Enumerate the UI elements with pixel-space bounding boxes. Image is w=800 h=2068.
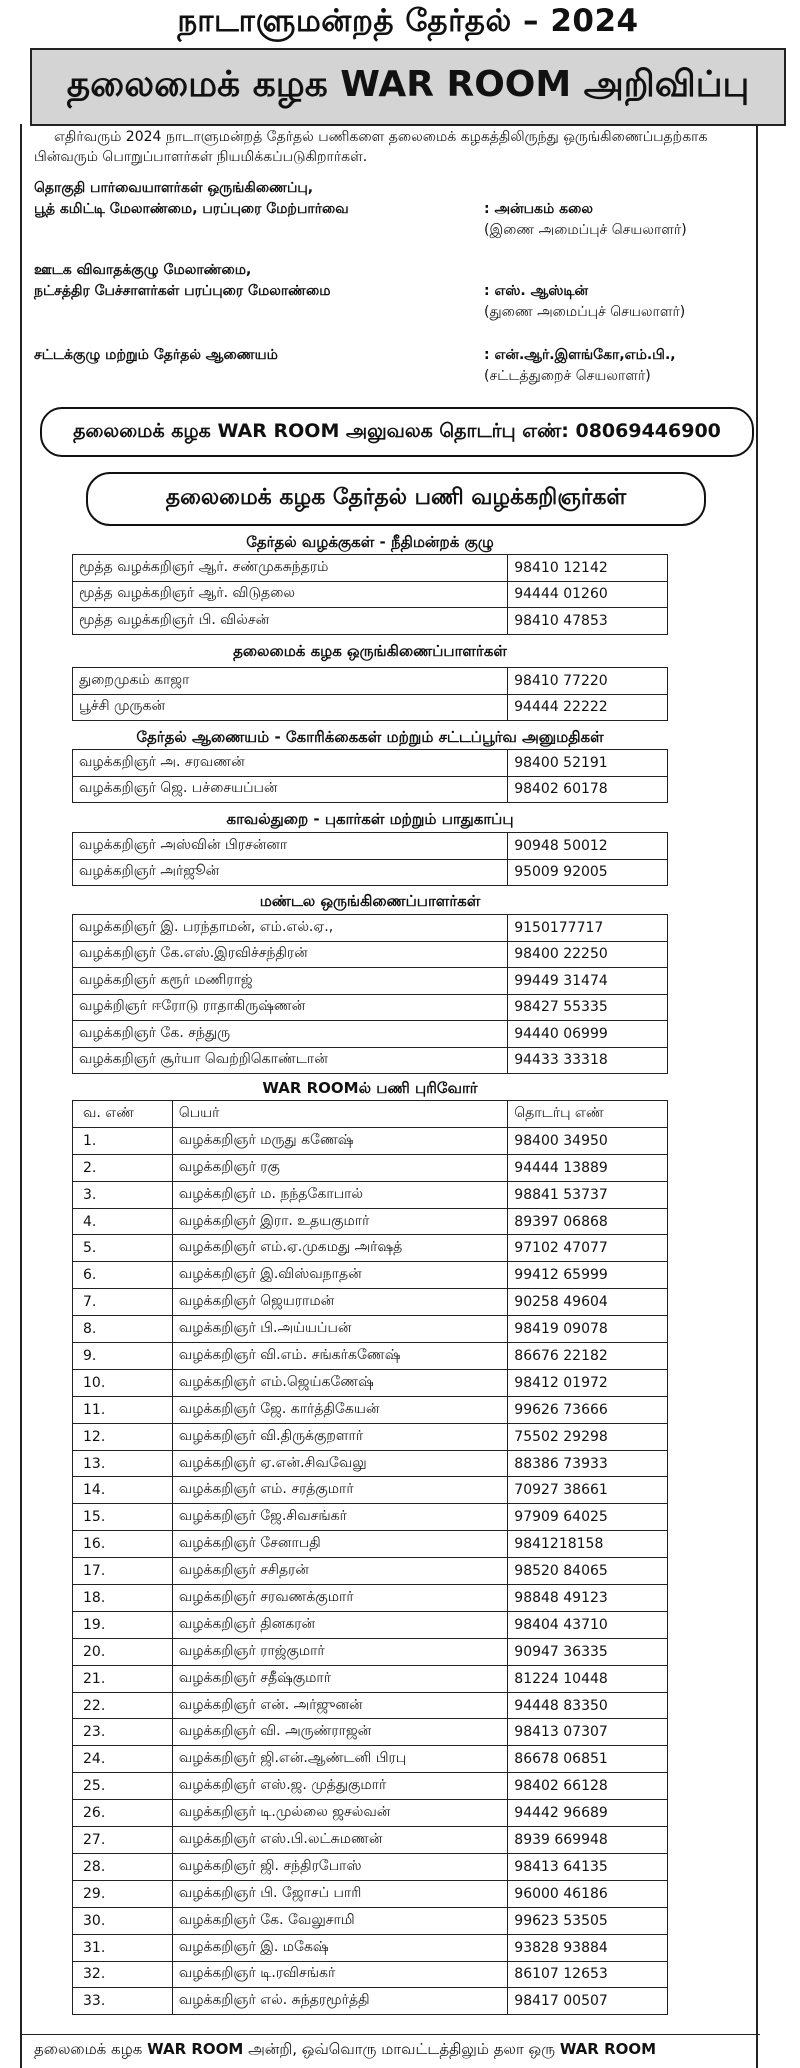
section-heading-election-commission: தேர்தல் ஆணையம் - கோரிக்கைகள் மற்றும் சட்டப்பூர்வ அனுமதிகள் xyxy=(136,728,604,746)
team-cell-num: 3. xyxy=(73,1181,173,1208)
team-cell-phone: 96000 46186 xyxy=(508,1880,668,1907)
war-room-banner: தலைமைக் கழக WAR ROOM அறிவிப்பு xyxy=(30,48,786,126)
table-row xyxy=(73,1262,668,1289)
table-row: வழக்கறிஞர் சூர்யா வெற்றிகொண்டான் 94433 33318 xyxy=(73,1047,668,1074)
team-cell-phone: 86676 22182 xyxy=(508,1343,668,1370)
team-cell-name: வழக்கறிஞர் ரகு xyxy=(172,1154,507,1181)
table-row: வழக்கறிஞர் கரூர் மணிராஜ் 99449 31474 xyxy=(73,968,668,995)
team-cell-num: 28. xyxy=(73,1853,173,1880)
table-row xyxy=(73,1827,668,1854)
team-cell-phone: 98412 01972 xyxy=(508,1369,668,1396)
team-cell-num: 17. xyxy=(73,1558,173,1585)
assignment-3 xyxy=(34,345,764,395)
team-cell-name: வழக்கறிஞர் ஜெயராமன் xyxy=(172,1289,507,1316)
team-cell-num: 14. xyxy=(73,1477,173,1504)
team-cell-phone: 86107 12653 xyxy=(508,1961,668,1988)
footer-note: தலைமைக் கழக WAR ROOM அன்றி, ஒவ்வொரு மாவட்டத்திலும் தலா ஒரு WAR ROOM xyxy=(34,2040,657,2058)
team-cell-phone: 70927 38661 xyxy=(508,1477,668,1504)
team-cell-phone: 94448 83350 xyxy=(508,1692,668,1719)
table-row xyxy=(73,1289,668,1316)
team-cell-num: 8. xyxy=(73,1316,173,1343)
team-cell-name: வழக்கறிஞர் ஏ.என்.சிவவேலு xyxy=(172,1450,507,1477)
notice-page xyxy=(20,0,796,126)
team-cell-num: 25. xyxy=(73,1773,173,1800)
team-cell-name: வழக்கறிஞர் ம. நந்தகோபால் xyxy=(172,1181,507,1208)
intro-paragraph: எதிர்வரும் 2024 நாடாளுமன்றத் தேர்தல் பணிகளை தலைமைக் கழகத்திலிருந்து ஒருங்கிணைப்பதற்காக பின்வரும் பொறுப்பாளர்கள் நியமிக்கப்படுகிறார்கள். xyxy=(34,129,708,165)
page-title: நாடாளுமன்றத் தேர்தல் – 2024 xyxy=(177,3,639,39)
team-cell-num: 1. xyxy=(73,1127,173,1154)
table-row: வழக்கறிஞர் அ. சரவணன் 98400 52191 xyxy=(73,750,668,777)
table-row xyxy=(73,1961,668,1988)
assignment-duty: சட்டக்குழு மற்றும் தேர்தல் ஆணையம் xyxy=(34,347,278,363)
table-row xyxy=(73,1638,668,1665)
table-row: வழக்கறிஞர் இ. பரந்தாமன், எம்.எல்.ஏ., 9150177717 xyxy=(73,915,668,942)
table-row: மூத்த வழக்கறிஞர் ஆர். விடுதலை 94444 01260 xyxy=(73,581,668,608)
table-row xyxy=(73,1611,668,1638)
team-cell-name: வழக்கறிஞர் வி. அருண்ராஜன் xyxy=(172,1719,507,1746)
team-cell-num: 12. xyxy=(73,1423,173,1450)
team-cell-num: 27. xyxy=(73,1827,173,1854)
adjacent-column-strip xyxy=(0,0,14,2068)
team-cell-phone: 81224 10448 xyxy=(508,1665,668,1692)
column-header-number: வ. எண் xyxy=(73,1101,173,1128)
table-row xyxy=(73,1423,668,1450)
team-cell-phone: 90947 36335 xyxy=(508,1638,668,1665)
team-cell-num: 22. xyxy=(73,1692,173,1719)
team-cell-name: வழக்கறிஞர் எம்.ஜெய்கணேஷ் xyxy=(172,1369,507,1396)
table-row xyxy=(73,1934,668,1961)
team-cell-name: வழக்கறிஞர் பி.அய்யப்பன் xyxy=(172,1316,507,1343)
team-cell-num: 9. xyxy=(73,1343,173,1370)
team-cell-name: வழக்கறிஞர் எம். சரத்குமார் xyxy=(172,1477,507,1504)
team-cell-name: வழக்கறிஞர் டி.ரவிசங்கர் xyxy=(172,1961,507,1988)
table-row: வழக்கறிஞர் ஜெ. பச்சையப்பன் 98402 60178 xyxy=(73,776,668,803)
team-cell-num: 2. xyxy=(73,1154,173,1181)
police-table xyxy=(72,832,668,886)
team-cell-name: வழக்கறிஞர் எஸ்.ஜ. முத்துகுமார் xyxy=(172,1773,507,1800)
table-row xyxy=(73,1154,668,1181)
team-cell-name: வழக்கறிஞர் எல். சுந்தரமூர்த்தி xyxy=(172,1988,507,2015)
team-cell-name: வழக்கறிஞர் மருது கணேஷ் xyxy=(172,1127,507,1154)
section-heading-police: காவல்துறை - புகார்கள் மற்றும் பாதுகாப்பு xyxy=(226,810,514,828)
table-row xyxy=(73,1235,668,1262)
team-cell-num: 31. xyxy=(73,1934,173,1961)
assignment-person: : அன்பகம் கலை (இணை அமைப்புச் செயலாளர்) xyxy=(484,201,687,238)
team-cell-phone: 98848 49123 xyxy=(508,1585,668,1612)
table-row: வழக்கறிஞர் கே. சந்துரு 94440 06999 xyxy=(73,1021,668,1048)
team-cell-num: 10. xyxy=(73,1369,173,1396)
team-cell-phone: 75502 29298 xyxy=(508,1423,668,1450)
team-cell-phone: 97102 47077 xyxy=(508,1235,668,1262)
table-row xyxy=(73,1800,668,1827)
war-room-team-table xyxy=(72,1100,668,2015)
table-header-row xyxy=(73,1101,668,1128)
court-committee-table xyxy=(72,554,668,635)
team-cell-name: வழக்கறிஞர் வி.எம். சங்கர்கணேஷ் xyxy=(172,1343,507,1370)
team-cell-num: 7. xyxy=(73,1289,173,1316)
team-cell-name: வழக்கறிஞர் சதீஷ்குமார் xyxy=(172,1665,507,1692)
team-cell-phone: 98400 34950 xyxy=(508,1127,668,1154)
table-row xyxy=(73,1477,668,1504)
team-cell-num: 16. xyxy=(73,1531,173,1558)
team-cell-num: 24. xyxy=(73,1746,173,1773)
table-row: மூத்த வழக்கறிஞர் ஆர். சண்முகசுந்தரம் 98410 12142 xyxy=(73,555,668,582)
table-row xyxy=(73,1880,668,1907)
team-cell-num: 4. xyxy=(73,1208,173,1235)
assignment-2 xyxy=(34,260,764,344)
table-row xyxy=(73,1665,668,1692)
assignment-duty: தொகுதி பார்வையாளர்கள் ஒருங்கிணைப்பு, பூத் கமிட்டி மேலாண்மை, பரப்புரை மேற்பார்வை xyxy=(34,180,349,217)
table-row xyxy=(73,1585,668,1612)
team-cell-name: வழக்கறிஞர் எஸ்.பி.லட்சுமணன் xyxy=(172,1827,507,1854)
team-cell-phone: 98417 00507 xyxy=(508,1988,668,2015)
team-cell-num: 30. xyxy=(73,1907,173,1934)
table-row: பூச்சி முருகன் 94444 22222 xyxy=(73,694,668,721)
table-row: வழக்கறிஞர் அர்ஜூன் 95009 92005 xyxy=(73,859,668,886)
team-cell-name: வழக்கறிஞர் என். அர்ஜுனன் xyxy=(172,1692,507,1719)
team-cell-name: வழக்கறிஞர் ஜி.என்.ஆண்டனி பிரபு xyxy=(172,1746,507,1773)
assignment-1 xyxy=(34,178,764,262)
table-row xyxy=(73,1531,668,1558)
team-cell-phone: 98520 84065 xyxy=(508,1558,668,1585)
team-cell-num: 19. xyxy=(73,1611,173,1638)
team-cell-name: வழக்கறிஞர் எம்.ஏ.முகமது அர்ஷத் xyxy=(172,1235,507,1262)
team-cell-name: வழக்கறிஞர் வி.திருக்குறளார் xyxy=(172,1423,507,1450)
team-cell-phone: 8939 669948 xyxy=(508,1827,668,1854)
column-header-phone: தொடர்பு எண் xyxy=(508,1101,668,1128)
table-row xyxy=(73,1746,668,1773)
team-cell-phone: 94444 13889 xyxy=(508,1154,668,1181)
table-row xyxy=(73,1396,668,1423)
team-cell-num: 26. xyxy=(73,1800,173,1827)
team-cell-name: வழக்கறிஞர் ஜே.சிவசங்கர் xyxy=(172,1504,507,1531)
team-cell-phone: 98404 43710 xyxy=(508,1611,668,1638)
table-row xyxy=(73,1369,668,1396)
section-heading-zonal: மண்டல ஒருங்கிணைப்பாளர்கள் xyxy=(259,892,481,910)
team-cell-phone: 98402 66128 xyxy=(508,1773,668,1800)
team-cell-name: வழக்கறிஞர் பி. ஜோசப் பாரி xyxy=(172,1880,507,1907)
table-row: வழக்கறிஞர் அஸ்வின் பிரசன்னா 90948 50012 xyxy=(73,833,668,860)
table-row xyxy=(73,1316,668,1343)
table-row xyxy=(73,1181,668,1208)
team-cell-num: 33. xyxy=(73,1988,173,2015)
table-row xyxy=(73,1343,668,1370)
assignment-person: : என்.ஆர்.இளங்கோ,எம்.பி., (சட்டத்துறைச் செயலாளர்) xyxy=(484,347,676,384)
team-cell-phone: 98413 64135 xyxy=(508,1853,668,1880)
team-cell-phone: 98841 53737 xyxy=(508,1181,668,1208)
team-cell-num: 21. xyxy=(73,1665,173,1692)
team-cell-name: வழக்கறிஞர் இ.விஸ்வநாதன் xyxy=(172,1262,507,1289)
team-cell-name: வழக்கறிஞர் ராஜ்குமார் xyxy=(172,1638,507,1665)
assignment-duty: ஊடக விவாதக்குழு மேலாண்மை, நட்சத்திர பேச்சாளர்கள் பரப்புரை மேலாண்மை xyxy=(34,262,331,299)
footer-divider xyxy=(20,2034,760,2035)
team-cell-name: வழக்கறிஞர் இரா. உதயகுமார் xyxy=(172,1208,507,1235)
team-cell-phone: 93828 93884 xyxy=(508,1934,668,1961)
team-cell-name: வழக்கறிஞர் தினகரன் xyxy=(172,1611,507,1638)
team-cell-phone: 94442 96689 xyxy=(508,1800,668,1827)
team-cell-phone: 90258 49604 xyxy=(508,1289,668,1316)
team-cell-name: வழக்கறிஞர் இ. மகேஷ் xyxy=(172,1934,507,1961)
table-row xyxy=(73,1907,668,1934)
team-cell-num: 32. xyxy=(73,1961,173,1988)
team-cell-num: 5. xyxy=(73,1235,173,1262)
team-cell-num: 11. xyxy=(73,1396,173,1423)
team-cell-num: 29. xyxy=(73,1880,173,1907)
zonal-coordinators-table xyxy=(72,914,668,1074)
team-cell-num: 15. xyxy=(73,1504,173,1531)
section-heading-war-room-team: WAR ROOMல் பணி புரிவோர் xyxy=(262,1079,478,1097)
table-row: வழக்கறிஞர் கே.எஸ்.இரவிச்சந்திரன் 98400 22250 xyxy=(73,941,668,968)
team-cell-phone: 9841218158 xyxy=(508,1531,668,1558)
table-row xyxy=(73,1853,668,1880)
team-cell-phone: 99412 65999 xyxy=(508,1262,668,1289)
team-cell-name: வழக்கறிஞர் கே. வேலுசாமி xyxy=(172,1907,507,1934)
team-cell-phone: 89397 06868 xyxy=(508,1208,668,1235)
table-row xyxy=(73,1127,668,1154)
table-row xyxy=(73,1558,668,1585)
war-room-contact-number: தலைமைக் கழக WAR ROOM அலுவலக தொடர்பு எண்: 08069446900 xyxy=(40,407,754,457)
team-cell-name: வழக்கறிஞர் சசிதரன் xyxy=(172,1558,507,1585)
team-cell-phone: 98419 09078 xyxy=(508,1316,668,1343)
assignment-person: : எஸ். ஆஸ்டின் (துணை அமைப்புச் செயலாளர்) xyxy=(484,283,686,320)
coordinators-table xyxy=(72,667,668,721)
team-cell-phone: 88386 73933 xyxy=(508,1450,668,1477)
team-cell-num: 23. xyxy=(73,1719,173,1746)
team-cell-phone: 99623 53505 xyxy=(508,1907,668,1934)
team-cell-num: 13. xyxy=(73,1450,173,1477)
election-commission-table xyxy=(72,749,668,803)
column-header-name: பெயர் xyxy=(172,1101,507,1128)
section-heading-court: தேர்தல் வழக்குகள் - நீதிமன்றக் குழு xyxy=(246,533,494,551)
table-row xyxy=(73,1719,668,1746)
table-row: துறைமுகம் காஜா 98410 77220 xyxy=(73,668,668,695)
table-row xyxy=(73,1504,668,1531)
table-row xyxy=(73,1988,668,2015)
table-row xyxy=(73,1208,668,1235)
team-cell-num: 6. xyxy=(73,1262,173,1289)
team-cell-name: வழக்கறிஞர் ஜே. கார்த்திகேயன் xyxy=(172,1396,507,1423)
team-cell-name: வழக்கறிஞர் சரவணக்குமார் xyxy=(172,1585,507,1612)
team-cell-phone: 86678 06851 xyxy=(508,1746,668,1773)
team-cell-phone: 98413 07307 xyxy=(508,1719,668,1746)
table-row xyxy=(73,1692,668,1719)
team-cell-name: வழக்கறிஞர் டி.முல்லை ஜசல்வன் xyxy=(172,1800,507,1827)
lawyers-panel-title: தலைமைக் கழக தேர்தல் பணி வழக்கறிஞர்கள் xyxy=(86,472,706,526)
team-cell-name: வழக்கறிஞர் சேனாபதி xyxy=(172,1531,507,1558)
team-cell-phone: 99626 73666 xyxy=(508,1396,668,1423)
table-row xyxy=(73,1450,668,1477)
team-cell-num: 20. xyxy=(73,1638,173,1665)
table-row: மூத்த வழக்கறிஞர் பி. வில்சன் 98410 47853 xyxy=(73,608,668,635)
team-cell-phone: 97909 64025 xyxy=(508,1504,668,1531)
section-heading-coordinators: தலைமைக் கழக ஒருங்கிணைப்பாளர்கள் xyxy=(233,642,507,660)
team-cell-name: வழக்கறிஞர் ஜி. சந்திரபோஸ் xyxy=(172,1853,507,1880)
table-row: வழக்றிஞர் ஈரோடு ராதாகிருஷ்ணன் 98427 55335 xyxy=(73,994,668,1021)
table-row xyxy=(73,1773,668,1800)
team-cell-num: 18. xyxy=(73,1585,173,1612)
